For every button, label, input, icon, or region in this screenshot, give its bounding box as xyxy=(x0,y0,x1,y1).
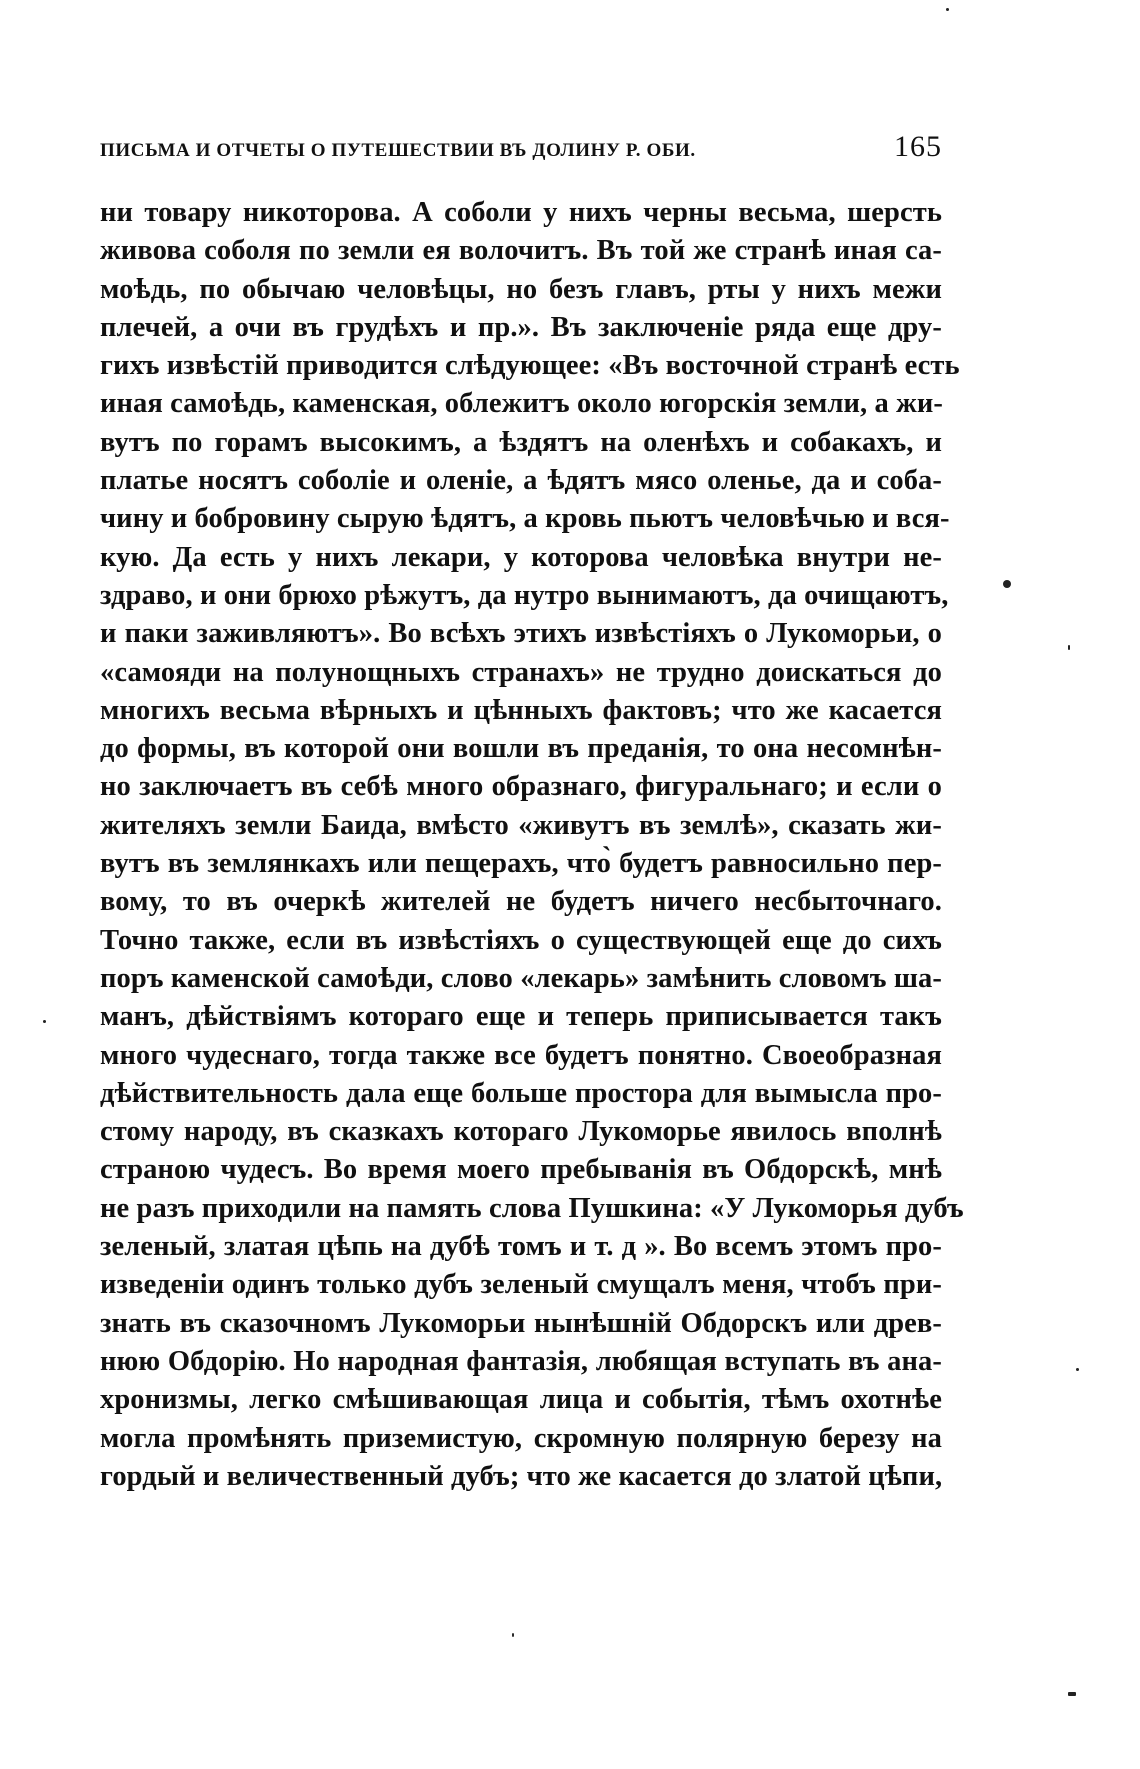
text-line: вому, то въ очеркѣ жителей не будетъ ничего несбыточнаго. xyxy=(100,886,942,918)
running-title: ПИСЬМА И ОТЧЕТЫ О ПУТЕШЕСТВИИ ВЪ ДОЛИНУ Р. ОБИ. xyxy=(100,140,696,161)
text-line: чину и бобровину сырую ѣдятъ, а кровь пьютъ человѣчью и вся- xyxy=(100,503,950,535)
text-line: знать въ сказочномъ Лукоморьи нынѣшній Обдорскъ или древ- xyxy=(100,1307,942,1339)
text-line: живова соболя по земли ея волочитъ. Въ той же странѣ иная са- xyxy=(100,235,942,267)
text-line: жителяхъ земли Баида, вмѣсто «живутъ въ землѣ», сказать жи- xyxy=(100,809,942,841)
body-text xyxy=(100,194,964,1496)
text-line: иная самоѣдь, каменская, облежитъ около югорскія земли, а жи- xyxy=(100,388,943,420)
text-line: плечей, а очи въ грудѣхъ и пр.». Въ заключеніе ряда еще дру- xyxy=(100,311,942,343)
scan-speck xyxy=(1076,1368,1079,1371)
text-line: многихъ весьма вѣрныхъ и цѣнныхъ фактовъ; что же касается xyxy=(100,694,942,726)
text-line: и паки заживляютъ». Во всѣхъ этихъ извѣстіяхъ о Лукоморьи, о xyxy=(100,618,942,650)
scan-speck xyxy=(512,1633,514,1637)
text-line: много чудеснаго, тогда также все будетъ понятно. Своеобразная xyxy=(100,1039,942,1071)
text-line: Точно также, если въ извѣстіяхъ о существующей еще до сихъ xyxy=(100,924,942,956)
text-line: платье носятъ соболіе и оленіе, а ѣдятъ мясо оленье, да и соба- xyxy=(100,465,942,497)
text-line: гордый и величественный дубъ; что же касается до златой цѣпи, xyxy=(100,1460,943,1492)
scan-speck xyxy=(1003,580,1011,588)
text-line: до формы, въ которой они вошли въ преданія, то она несомнѣн- xyxy=(100,733,942,765)
text-line: дѣйствительность дала еще больше простора для вымысла про- xyxy=(100,1077,942,1109)
text-line: нюю Обдорію. Но народная фантазія, любящая вступать въ ана- xyxy=(100,1345,942,1377)
text-line: но заключаетъ въ себѣ много образнаго, фигуральнаго; и если о xyxy=(100,771,942,803)
text-line: изведеніи одинъ только дубъ зеленый смущалъ меня, чтобъ при- xyxy=(100,1269,942,1301)
text-line: вутъ по горамъ высокимъ, а ѣздятъ на оленѣхъ и собакахъ, и xyxy=(100,426,942,458)
text-line: страною чудесъ. Во время моего пребыванія въ Обдорскѣ, мнѣ xyxy=(100,1154,942,1186)
text-line: здраво, и они брюхо рѣжутъ, да нутро вынимаютъ, да очищаютъ, xyxy=(100,579,949,611)
text-line: моѣдь, по обычаю человѣцы, но безъ главъ, рты у нихъ межи xyxy=(100,273,942,305)
book-page xyxy=(100,130,964,1496)
text-line: стому народу, въ сказкахъ котораго Лукоморье явилось вполнѣ xyxy=(100,1116,942,1148)
text-line: могла промѣнять приземистую, скромную полярную березу на xyxy=(100,1422,942,1454)
running-header xyxy=(100,130,942,164)
scan-speck xyxy=(43,1020,46,1023)
text-line: хронизмы, легко смѣшивающая лица и событія, тѣмъ охотнѣе xyxy=(100,1384,942,1416)
page-number: 165 xyxy=(894,130,942,163)
text-line: зеленый, златая цѣпь на дубѣ томъ и т. д ». Во всемъ этомъ про- xyxy=(100,1231,942,1263)
text-line: ни товару никоторова. А соболи у нихъ черны весьма, шерсть xyxy=(100,197,942,228)
scan-speck xyxy=(1068,1692,1076,1696)
scan-speck xyxy=(1068,645,1070,650)
text-line: поръ каменской самоѣди, слово «лекарь» замѣнить словомъ ша- xyxy=(100,962,942,994)
text-line: вутъ въ землянкахъ или пещерахъ, что̀ будетъ равносильно пер- xyxy=(100,848,942,880)
text-line: кую. Да есть у нихъ лекари, у которова человѣка внутри не- xyxy=(100,541,942,573)
text-line: манъ, дѣйствіямъ котораго еще и теперь приписывается такъ xyxy=(100,1001,942,1033)
text-line: «самояди на полунощныхъ странахъ» не трудно доискаться до xyxy=(100,656,942,688)
scan-speck xyxy=(946,8,949,11)
text-line: гихъ извѣстій приводится слѣдующее: «Въ восточной странѣ есть xyxy=(100,350,960,382)
text-line: не разъ приходили на память слова Пушкина: «У Лукоморья дубъ xyxy=(100,1192,964,1224)
